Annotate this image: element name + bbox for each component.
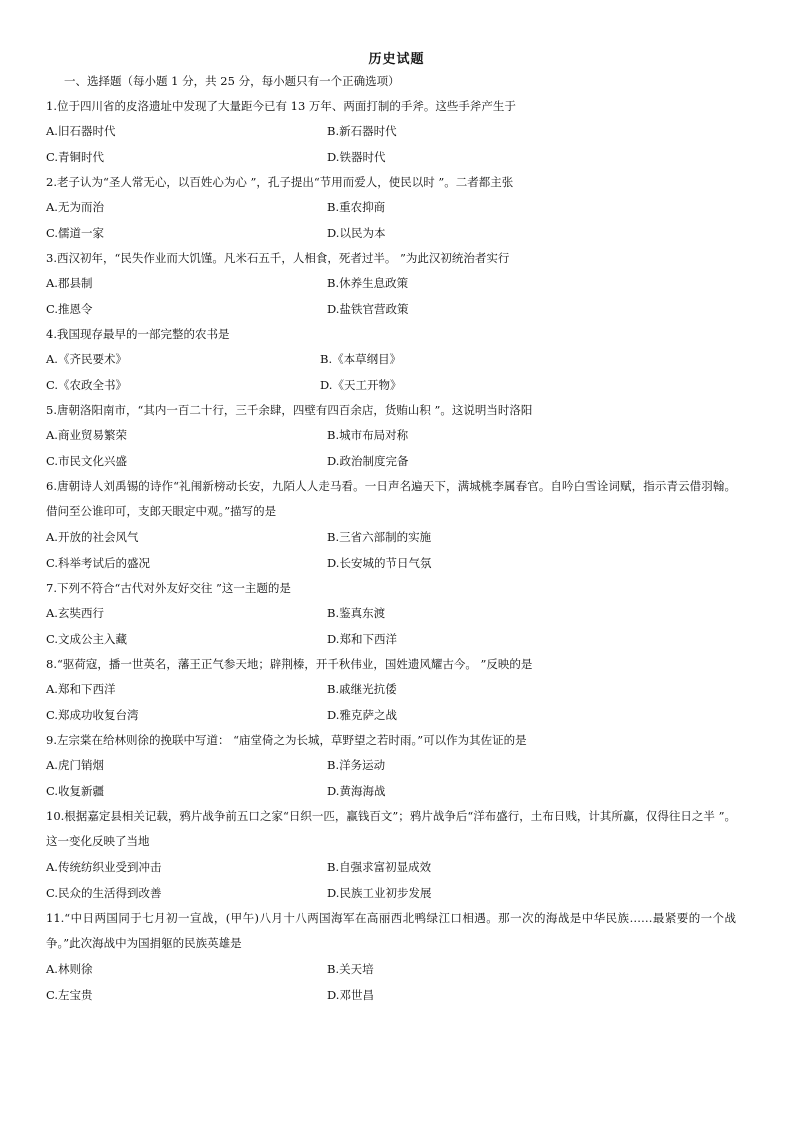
question-stem: 5.唐朝洛阳南市，“其内一百二十行，三千余肆，四壁有四百余店，货贿山积 ”。这说明当时洛阳 xyxy=(46,403,533,417)
section-heading: 一、选择题（每小题 1 分，共 25 分，每小题只有一个正确选项） xyxy=(64,74,400,88)
option[interactable]: B.《本草纲目》 xyxy=(320,352,402,366)
option[interactable]: A.郡县制 xyxy=(46,276,93,290)
option[interactable]: A.林则徐 xyxy=(46,962,93,976)
option[interactable]: C.文成公主入藏 xyxy=(46,632,128,646)
option[interactable]: C.推恩令 xyxy=(46,302,93,316)
question-stem: 11.“中日两国同于七月初一宣战，(甲午)八月十八两国海军在高丽西北鸭绿江口相遇。那一次的海战是中华民族……最紧要的一个战争。”此次海战中为国捐躯的民族英雄是 xyxy=(46,911,736,950)
option[interactable]: A.传统纺织业受到冲击 xyxy=(46,860,162,874)
option[interactable]: B.关天培 xyxy=(327,962,374,976)
option[interactable]: D.盐铁官营政策 xyxy=(327,302,409,316)
option[interactable]: D.以民为本 xyxy=(327,226,386,240)
option[interactable]: B.重农抑商 xyxy=(327,200,386,214)
option[interactable]: D.铁器时代 xyxy=(327,150,386,164)
option[interactable]: C.郑成功收复台湾 xyxy=(46,708,139,722)
option[interactable]: D.雅克萨之战 xyxy=(327,708,397,722)
option[interactable]: D.民族工业初步发展 xyxy=(327,886,432,900)
option[interactable]: D.《天工开物》 xyxy=(320,378,402,392)
option[interactable]: C.市民文化兴盛 xyxy=(46,454,128,468)
page-title: 历史试题 xyxy=(368,52,425,67)
option[interactable]: C.青铜时代 xyxy=(46,150,105,164)
option[interactable]: B.新石器时代 xyxy=(327,124,397,138)
option[interactable]: A.无为而治 xyxy=(46,200,104,214)
question-stem: 3.西汉初年，“民失作业而大饥馑。凡米石五千，人相食，死者过半。 ”为此汉初统治者实行 xyxy=(46,251,510,265)
question-stem: 4.我国现存最早的一部完整的农书是 xyxy=(46,327,230,341)
question-stem: 6.唐朝诗人刘禹锡的诗作“礼闱新榜动长安，九陌人人走马看。一日声名遍天下，满城桃李属春官。自吟白雪诠词赋，指示青云借羽翰。借问至公谁印可，支郎天眼定中观。”描写的是 xyxy=(46,479,736,518)
option[interactable]: B.鉴真东渡 xyxy=(327,606,386,620)
option[interactable]: B.戚继光抗倭 xyxy=(327,682,397,696)
option[interactable]: A.《齐民要术》 xyxy=(46,352,127,366)
option[interactable]: C.科举考试后的盛况 xyxy=(46,556,151,570)
option[interactable]: B.三省六部制的实施 xyxy=(327,530,432,544)
question-stem: 1.位于四川省的皮洛遗址中发现了大量距今已有 13 万年、两面打制的手斧。这些手斧产生于 xyxy=(46,99,516,113)
option[interactable]: A.虎门销烟 xyxy=(46,758,104,772)
option[interactable]: A.玄奘西行 xyxy=(46,606,104,620)
option[interactable]: B.城市布局对称 xyxy=(327,428,409,442)
question-stem: 8.“驱荷寇，播一世英名，藩王正气参天地；辟荆榛，开千秋伟业，国姓遗风耀古今。 ”反映的是 xyxy=(46,657,533,671)
option[interactable]: A.旧石器时代 xyxy=(46,124,116,138)
option[interactable]: D.黄海海战 xyxy=(327,784,386,798)
option[interactable]: D.政治制度完备 xyxy=(327,454,409,468)
option[interactable]: C.民众的生活得到改善 xyxy=(46,886,162,900)
option[interactable]: D.邓世昌 xyxy=(327,988,374,1002)
option[interactable]: D.郑和下西洋 xyxy=(327,632,397,646)
option[interactable]: B.自强求富初显成效 xyxy=(327,860,432,874)
option[interactable]: A.开放的社会风气 xyxy=(46,530,139,544)
question-stem: 2.老子认为“圣人常无心，以百姓心为心 ”，孔子提出“节用而爱人，使民以时 ”。二者都主张 xyxy=(46,175,514,189)
option[interactable]: C.儒道一家 xyxy=(46,226,105,240)
question-stem: 7.下列不符合“古代对外友好交往 ”这一主题的是 xyxy=(46,581,291,595)
option[interactable]: B.洋务运动 xyxy=(327,758,386,772)
question-stem: 9.左宗棠在给林则徐的挽联中写道： “庙堂倚之为长城，草野望之若时雨。”可以作为其佐证的是 xyxy=(46,733,527,747)
option[interactable]: C.收复新疆 xyxy=(46,784,105,798)
option[interactable]: C.《农政全书》 xyxy=(46,378,128,392)
option[interactable]: A.商业贸易繁荣 xyxy=(46,428,127,442)
option[interactable]: B.休养生息政策 xyxy=(327,276,409,290)
option[interactable]: A.郑和下西洋 xyxy=(46,682,116,696)
option[interactable]: D.长安城的节日气氛 xyxy=(327,556,432,570)
question-stem: 10.根据嘉定县相关记载，鸦片战争前五口之家“日织一匹，赢钱百文”；鸦片战争后“洋布盛行，土布日贱，计其所赢，仅得往日之半 ”。这一变化反映了当地 xyxy=(46,809,736,848)
option[interactable]: C.左宝贵 xyxy=(46,988,93,1002)
